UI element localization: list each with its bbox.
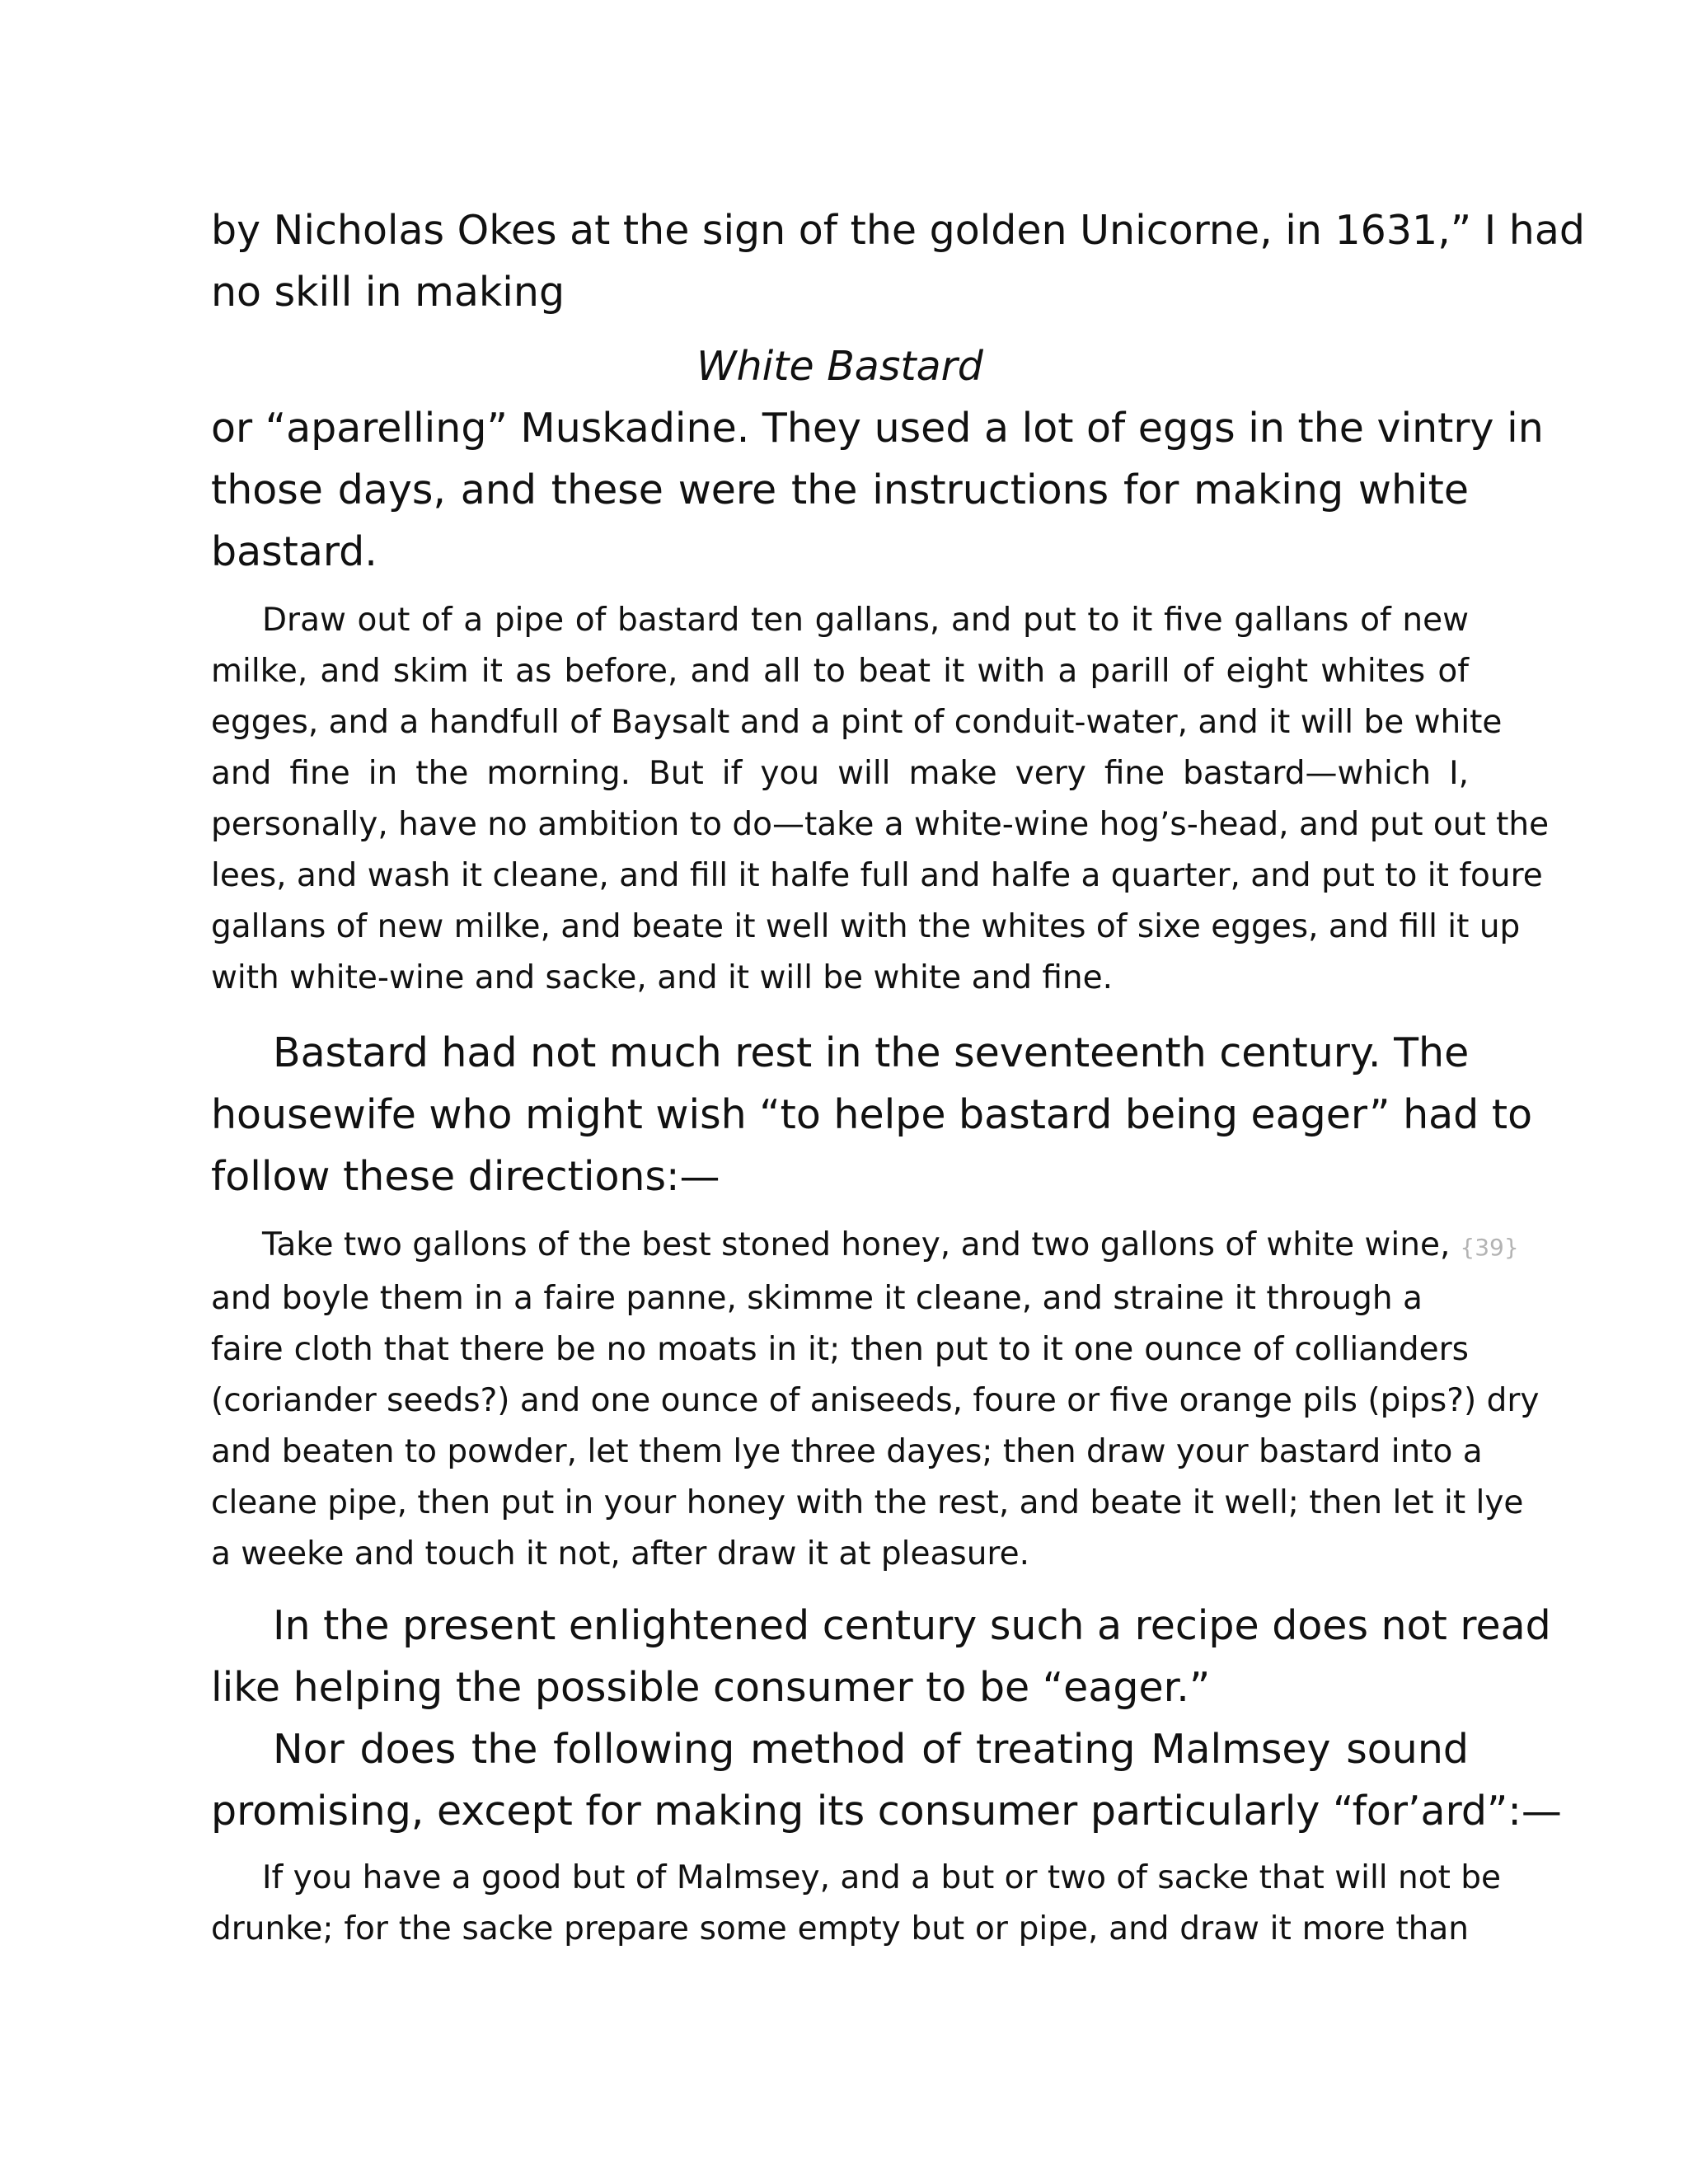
text-line: and boyle them in a faire panne, skimme it cleane, and straine it through a — [211, 1280, 1423, 1317]
section-heading: White Bastard — [696, 343, 983, 390]
paragraph-5 — [211, 1718, 1562, 1842]
quotation-3 — [211, 1853, 1502, 1955]
text-line: If you have a good but of Malmsey, and a but or two of sacke that will not be — [262, 1859, 1502, 1896]
text-line: follow these directions:— — [211, 1153, 720, 1200]
text-line: personally, have no ambition to do—take a white-wine hog’s-head, and put out the — [211, 806, 1550, 843]
paragraph-2 — [211, 397, 1544, 583]
text-line: Nor does the following method of treating Malmsey sound — [273, 1726, 1469, 1773]
text-line: bastard. — [211, 528, 377, 575]
text-line-content: Take two gallons of the best stoned honey, and two gallons of white wine, — [262, 1226, 1451, 1263]
text-line: or “aparelling” Muskadine. They used a lot of eggs in the vintry in — [211, 405, 1544, 452]
text-line: gallans of new milke, and beate it well with the whites of sixe egges, and fill it up — [211, 908, 1521, 945]
text-line: cleane pipe, then put in your honey with the rest, and beate it well; then let it lye — [211, 1484, 1524, 1521]
book-page — [211, 0, 1585, 2184]
page-number: {39} — [1460, 1234, 1519, 1261]
text-line: drunke; for the sacke prepare some empty but or pipe, and draw it more than — [211, 1910, 1469, 1947]
text-line: and fine in the morning. But if you will make very fine bastard—which I, — [211, 755, 1469, 792]
paragraph-4 — [211, 1595, 1551, 1718]
text-line: those days, and these were the instructions for making white — [211, 466, 1469, 513]
text-line: a weeke and touch it not, after draw it at pleasure. — [211, 1535, 1029, 1572]
text-line: milke, and skim it as before, and all to beat it with a parill of eight whites of — [211, 653, 1469, 690]
quotation-2 — [211, 1220, 1540, 1580]
paragraph-1 — [211, 199, 1585, 323]
text-line: no skill in making — [211, 269, 565, 316]
text-line: by Nicholas Okes at the sign of the golden Unicorne, in 1631,” I had — [211, 207, 1585, 254]
text-line: with white-wine and sacke, and it will be white and fine. — [211, 959, 1114, 996]
text-line — [211, 1220, 1519, 1273]
text-line: housewife who might wish “to helpe bastard being eager” had to — [211, 1091, 1533, 1138]
quotation-1 — [211, 595, 1550, 1004]
text-line: (coriander seeds?) and one ounce of aniseeds, foure or five orange pils (pips?) dry — [211, 1382, 1540, 1419]
text-line: lees, and wash it cleane, and fill it halfe full and halfe a quarter, and put to it foure — [211, 857, 1543, 894]
text-line: promising, except for making its consumer particularly “for’ard”:— — [211, 1788, 1562, 1835]
text-line: like helping the possible consumer to be “eager.” — [211, 1664, 1211, 1711]
text-line: and beaten to powder, let them lye three dayes; then draw your bastard into a — [211, 1433, 1483, 1470]
text-line: Bastard had not much rest in the seventeenth century. The — [273, 1029, 1470, 1076]
text-line: faire cloth that there be no moats in it; then put to it one ounce of collianders — [211, 1331, 1469, 1368]
text-line: Draw out of a pipe of bastard ten gallans, and put to it five gallans of new — [262, 602, 1469, 639]
text-line: egges, and a handfull of Baysalt and a pint of conduit-water, and it will be white — [211, 704, 1503, 741]
text-line: In the present enlightened century such a recipe does not read — [273, 1602, 1551, 1649]
paragraph-3 — [211, 1022, 1533, 1207]
